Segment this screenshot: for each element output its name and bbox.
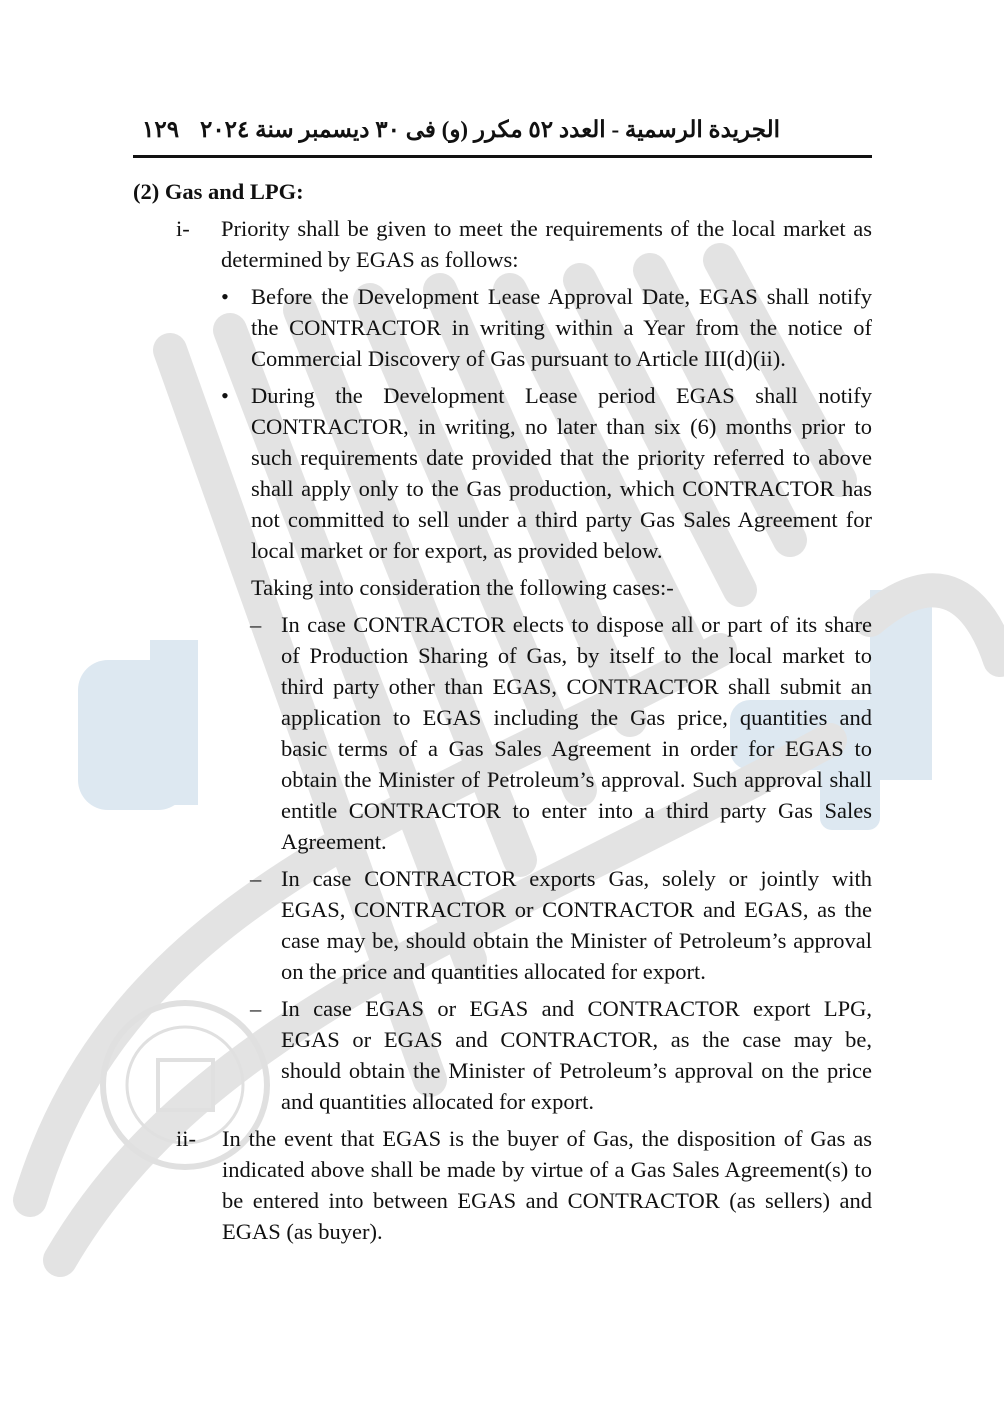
bullet-item [133, 380, 872, 566]
bullet-text: Before the Development Lease Approval Date, EGAS shall notify the CONTRACTOR in writing within a Year from the notice of Commercial Discovery of Gas pursuant to Article III(d)(ii). [251, 284, 872, 371]
item-ii-text: In the event that EGAS is the buyer of Gas, the disposition of Gas as indicated above shall be made by virtue of a Gas Sales Agreement(s) to be entered into between EGAS and CONTRACTOR (as sellers) and EGAS (as buyer). [222, 1126, 872, 1244]
page-number: ١٢٩ [142, 117, 180, 142]
page-header [134, 112, 872, 152]
item-i-label: i- [176, 216, 190, 241]
header-rule [133, 155, 872, 158]
bullet-icon: • [221, 383, 229, 408]
dash-icon: – [250, 866, 262, 891]
case-text: In case CONTRACTOR exports Gas, solely or jointly with EGAS, CONTRACTOR or CONTRACTOR and EGAS, as the case may be, should obtain the Minister of Petroleum’s approval on the price and quantities allocated for export. [281, 866, 872, 984]
case-item [133, 993, 872, 1117]
case-item [133, 863, 872, 987]
dash-icon: – [250, 996, 262, 1021]
bullet-text: During the Development Lease period EGAS shall notify CONTRACTOR, in writing, no later than six (6) months prior to such requirements date provided that the priority referred to above shall apply only to the Gas production, which CONTRACTOR has not committed to sell under a third party Gas Sales Agreement for local market or for export, as provided below. [251, 383, 872, 563]
bullet-item [133, 281, 872, 374]
document-body [133, 176, 872, 1253]
item-i-text: Priority shall be given to meet the requirements of the local market as determined by EGAS as follows: [221, 216, 872, 272]
item-ii-label: ii- [176, 1126, 196, 1151]
section-title: (2) Gas and LPG: [133, 179, 304, 204]
case-text: In case EGAS or EGAS and CONTRACTOR export LPG, EGAS or EGAS and CONTRACTOR, as the case may be, should obtain the Minister of Petroleum’s approval on the price and quantities allocated for export. [281, 996, 872, 1114]
item-i [133, 213, 872, 275]
bullet-icon: • [221, 284, 229, 309]
item-ii [133, 1123, 872, 1247]
cases-intro: Taking into consideration the following cases:- [251, 575, 674, 600]
dash-icon: – [250, 612, 262, 637]
case-text: In case CONTRACTOR elects to dispose all or part of its share of Production Sharing of Gas, by itself to the local market to third party other than EGAS, CONTRACTOR shall submit an application to EGAS including the Gas price, quantities and basic terms of a Gas Sales Agreement in order for EGAS to obtain the Minister of Petroleum’s approval. Such approval shall entitle CONTRACTOR to enter into a third party Gas Sales Agreement. [281, 612, 872, 854]
gazette-title: الجريدة الرسمية - العدد ٥٢ مكرر (و) فى ٣٠ ديسمبر سنة ٢٠٢٤ [199, 117, 780, 142]
case-item [133, 609, 872, 857]
